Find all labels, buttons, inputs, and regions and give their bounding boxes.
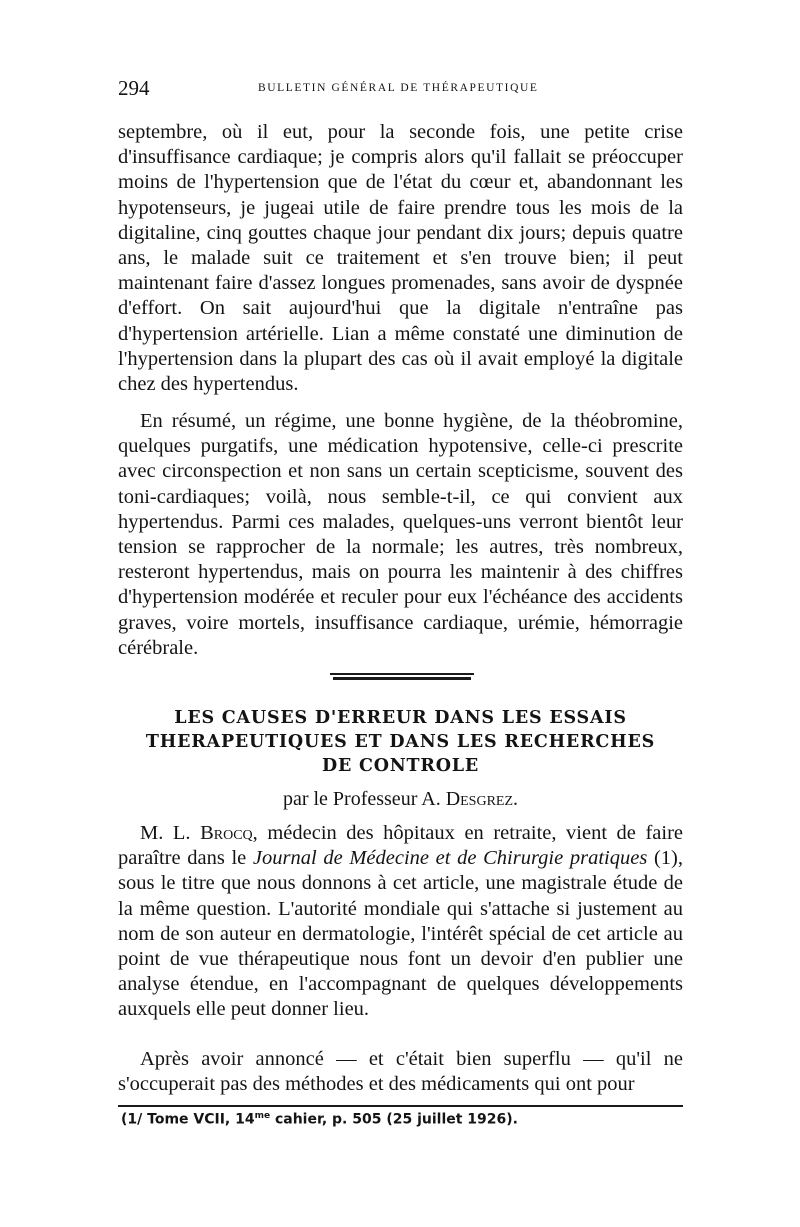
paragraph-introduction (118, 821, 683, 1023)
footnote-text-a: Tome VCII, 14 (142, 1111, 255, 1128)
article-title-line-2: THERAPEUTIQUES ET DANS LES RECHERCHES (145, 732, 656, 752)
article-title-line-1: LES CAUSES D'ERREUR DANS LES ESSAIS (174, 708, 627, 728)
running-title: BULLETIN GÉNÉRAL DE THÉRAPEUTIQUE (258, 82, 539, 94)
journal-title: Journal de Médecine et de Chirurgie pratiques (252, 847, 648, 870)
footnote-text-b: cahier, p. 505 (25 juillet 1926). (270, 1111, 518, 1128)
intro-rest: (1), sous le titre que nous donnons à cet article, une magistrale étude de la même question. L'autorité mondiale qui s'attache si justement au nom de son auteur en dermatologie, l'intérêt spécial de cet article au point de vue thérapeutique nous font un devoir d'en publier une analyse étendue, en l'accompagnant de quelques développements auxquels elle peut donner lieu. (118, 847, 683, 1021)
intro-prefix: M. L. (140, 822, 201, 844)
paragraph-continuation: Après avoir annoncé — et c'était bien superflu — qu'il ne s'occuperait pas des méthodes et des médicaments qui ont pour (118, 1048, 683, 1096)
cited-author-name: Brocq (200, 822, 253, 844)
footnote-superscript: me (254, 1111, 271, 1121)
article-title (118, 706, 683, 778)
byline-suffix: . (513, 788, 519, 810)
footnote-marker: (1/ (121, 1111, 143, 1128)
article-title-line-3: DE CONTROLE (321, 756, 480, 776)
author-name: Desgrez (445, 788, 514, 810)
section-divider-thin (330, 673, 474, 675)
byline-prefix: par le Professeur A. (282, 788, 446, 810)
page-number: 294 (118, 76, 150, 100)
section-divider-thick (333, 677, 471, 680)
paragraph-summary: En résumé, un régime, une bonne hygiène, de la théobromine, quelques purgatifs, une médication hypotensive, celle-ci prescrite avec circonspection et non sans un certain scepticisme, souvent des toni-cardiaques; voilà, nous semble-t-il, ce qui convient aux hypertendus. Parmi ces malades, quelques-uns verront bientôt leur tension se rapprocher de la normale; les autres, très nombreux, resteront hypertendus, mais on pourra les maintenir à des chiffres d'hypertension modérée et reculer pour eux l'échéance des accidents graves, voire mortels, insuffisance cardiaque, urémie, hémorragie cérébrale. (118, 410, 683, 659)
page-header (118, 76, 683, 102)
article-byline (118, 788, 683, 811)
paragraph-hypertension-case: septembre, où il eut, pour la seconde fois, une petite crise d'insuffisance cardiaque; je compris alors qu'il fallait se préoccuper moins de l'hypertension que de l'état du cœur et, abandonnant les hypotenseurs, je jugeai utile de faire prendre tous les mois de la digitaline, cinq gouttes chaque jour pendant dix jours; depuis quatre ans, le malade suit ce traitement et s'en trouve bien; il peut maintenant faire d'assez longues promenades, sans avoir de dyspnée d'effort. On sait aujourd'hui que la digitale n'entraîne pas d'hypertension artérielle. Lian a même constaté une diminution de l'hypertension dans la plupart des cas où il avait employé la digitale chez des hypertendus. (118, 121, 683, 396)
footnote (121, 1111, 681, 1128)
intro-mid: , médecin des hôpitaux en retraite, vient de faire paraître dans le (118, 822, 683, 870)
footnote-separator (118, 1105, 683, 1107)
